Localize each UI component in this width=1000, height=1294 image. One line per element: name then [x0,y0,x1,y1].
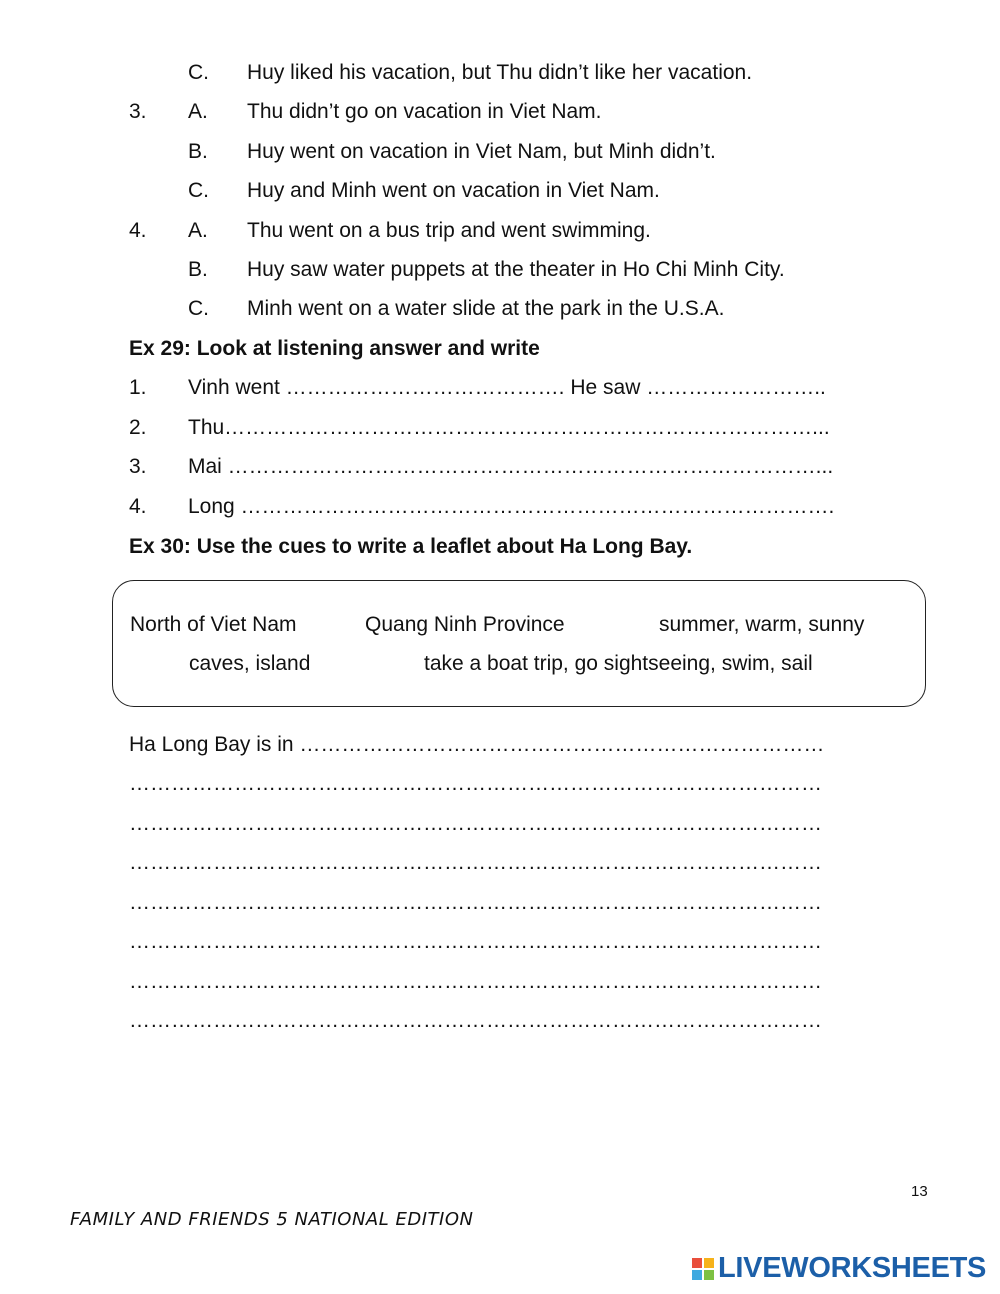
ex30-title: Ex 30: Use the cues to write a leaflet about Ha Long Bay. [129,535,693,558]
writing-line[interactable]: ……………………………………………………………………………………… [129,812,822,835]
cue-location: North of Viet Nam [130,613,297,636]
cue-box [112,580,926,707]
ex29-answer-1[interactable]: Vinh went …………………………………. He saw …………………….. [188,376,826,399]
ex29-answer-3[interactable]: Mai …………………………………………………………………………... [188,455,834,478]
writing-line[interactable]: ……………………………………………………………………………………… [129,1009,822,1032]
writing-line[interactable]: ……………………………………………………………………………………… [129,891,822,914]
footer-edition: FAMILY AND FRIENDS 5 NATIONAL EDITION [70,1209,474,1230]
writing-line[interactable]: ……………………………………………………………………………………… [129,851,822,874]
cue-features: caves, island [189,652,311,675]
cue-weather: summer, warm, sunny [659,613,865,636]
writing-line[interactable]: ……………………………………………………………………………………… [129,772,822,795]
ex29-title: Ex 29: Look at listening answer and write [129,337,540,360]
ex29-answer-2[interactable]: Thu…………………………………………………………………………... [188,416,830,439]
cue-activities: take a boat trip, go sightseeing, swim, sail [424,652,813,675]
logo-text: LIVEWORKSHEETS [718,1252,987,1284]
logo-mark-icon [692,1258,714,1280]
page-number: 13 [911,1183,928,1200]
writing-line[interactable]: ……………………………………………………………………………………… [129,970,822,993]
ex29-answer-4[interactable]: Long …………………………………………………………………………. [188,495,835,518]
writing-line[interactable]: ……………………………………………………………………………………… [129,930,822,953]
cue-province: Quang Ninh Province [365,613,565,636]
writing-line-start[interactable]: Ha Long Bay is in ………………………………………………………………… [129,733,825,756]
